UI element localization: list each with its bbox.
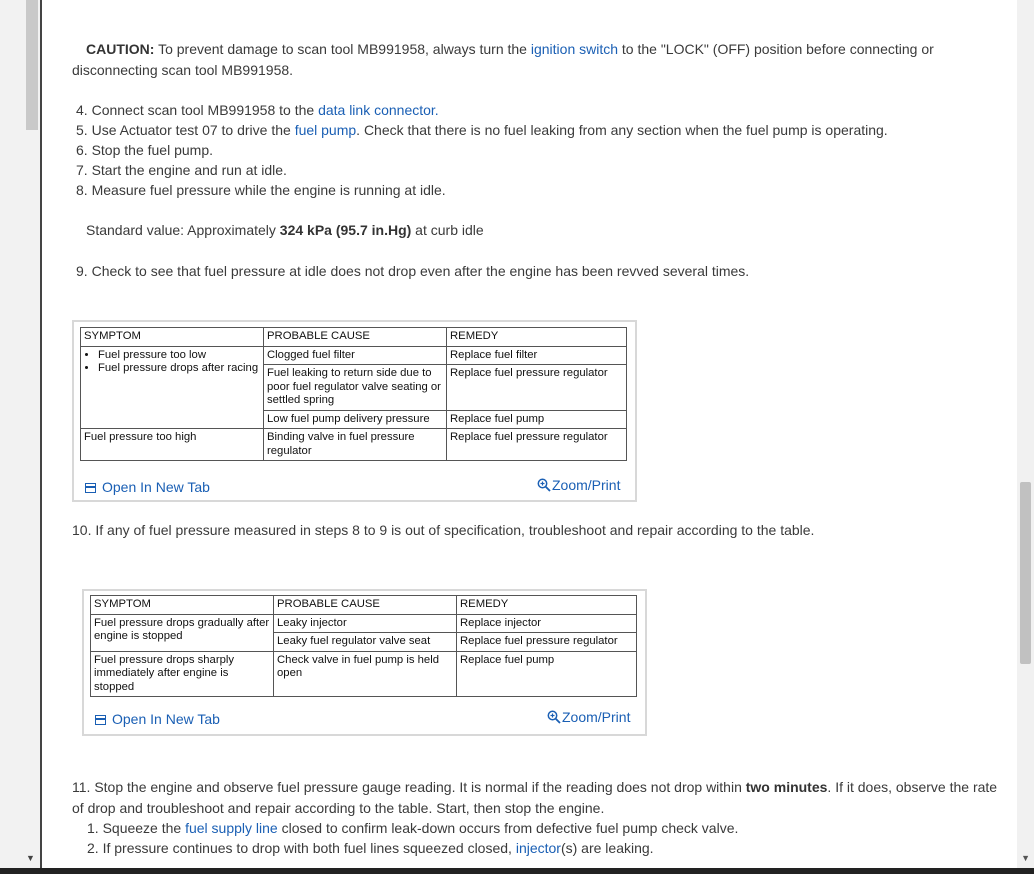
- header-remedy: REMEDY: [457, 596, 637, 615]
- caution-text: To prevent damage to scan tool MB991958, always turn the: [154, 41, 531, 57]
- data-link-connector-link[interactable]: data link connector.: [318, 102, 439, 118]
- open-tab-label: Open In New Tab: [102, 479, 210, 495]
- step-number: 4.: [76, 102, 88, 118]
- standard-prefix: Standard value: Approximately: [86, 222, 280, 238]
- ignition-switch-link[interactable]: ignition switch: [530, 41, 619, 57]
- cause-cell: Leaky fuel regulator valve seat: [274, 633, 457, 652]
- step-text: Connect scan tool MB991958 to the: [91, 102, 319, 118]
- caution-line-2: disconnecting scan tool MB991958.: [72, 62, 294, 78]
- step-text: Squeeze the: [102, 820, 186, 836]
- right-scroll-down-arrow-icon[interactable]: ▼: [1021, 853, 1030, 863]
- open-tab-label: Open In New Tab: [112, 711, 220, 727]
- table-header-row: [91, 596, 637, 615]
- zoom-print-link-1[interactable]: [537, 477, 620, 493]
- remedy-cell: Replace injector: [457, 614, 637, 633]
- cause-cell: Low fuel pump delivery pressure: [264, 410, 447, 429]
- symptom-bullet: • Fuel pressure drops after racing: [98, 362, 260, 376]
- standard-suffix: at curb idle: [411, 222, 484, 238]
- open-new-tab-icon: [85, 483, 96, 493]
- open-in-new-tab-link-1[interactable]: [85, 479, 210, 495]
- step-number: 10.: [72, 522, 92, 538]
- symptom-table-1: [80, 327, 627, 461]
- header-symptom: SYMPTOM: [81, 328, 264, 347]
- symptom-cell: Fuel pressure drops gradually after engine is stopped: [91, 614, 274, 651]
- step-4: [76, 100, 439, 120]
- symptom-table-2: [90, 595, 637, 697]
- step-11: [72, 777, 997, 797]
- remedy-cell: Replace fuel pressure regulator: [447, 365, 627, 411]
- header-remedy: REMEDY: [447, 328, 627, 347]
- caution-label: CAUTION:: [86, 41, 155, 57]
- step-10: [72, 520, 814, 540]
- zoom-icon: [537, 478, 551, 492]
- injector-link[interactable]: injector: [515, 840, 561, 856]
- symptom-cell: Fuel pressure drops sharply immediately after engine is stopped: [91, 651, 274, 697]
- header-symptom: SYMPTOM: [91, 596, 274, 615]
- step-number: 2.: [87, 840, 99, 856]
- step-text: Stop the fuel pump.: [91, 142, 213, 158]
- cause-cell: Clogged fuel filter: [264, 346, 447, 365]
- step-text-after: closed to confirm leak-down occurs from defective fuel pump check valve.: [277, 820, 739, 836]
- zoom-label: Zoom/Print: [562, 709, 631, 725]
- step-8: [76, 180, 446, 200]
- remedy-cell: Replace fuel filter: [447, 346, 627, 365]
- step-number: 7.: [76, 162, 88, 178]
- cause-cell: Check valve in fuel pump is held open: [274, 651, 457, 697]
- zoom-label: Zoom/Print: [552, 477, 621, 493]
- zoom-print-link-2[interactable]: [547, 709, 630, 725]
- step-text-after: . If it does, observe the rate: [827, 779, 998, 795]
- symptom-bullet: • Fuel pressure too low: [98, 349, 260, 363]
- step-number: 11.: [72, 779, 91, 795]
- step-number: 9.: [76, 263, 88, 279]
- cause-cell: Leaky injector: [274, 614, 457, 633]
- table-row: [81, 429, 627, 461]
- step-text: Start the engine and run at idle.: [91, 162, 287, 178]
- step-text: Check to see that fuel pressure at idle does not drop even after the engine has been revved several times.: [91, 263, 750, 279]
- step-7: [76, 160, 287, 180]
- caution-line-1: [86, 39, 934, 59]
- cause-cell: Binding valve in fuel pressure regulator: [264, 429, 447, 461]
- step-text: Stop the engine and observe fuel pressure gauge reading. It is normal if the reading does not drop within: [94, 779, 746, 795]
- step-11-sub-1: [87, 818, 738, 838]
- remedy-cell: Replace fuel pressure regulator: [457, 633, 637, 652]
- step-text-after: (s) are leaking.: [560, 840, 654, 856]
- step-11-line-2: of drop and troubleshoot and repair according to the table. Start, then stop the engine.: [72, 800, 605, 816]
- step-11-sub-2: [87, 838, 654, 858]
- open-new-tab-icon: [95, 715, 106, 725]
- open-in-new-tab-link-2[interactable]: [95, 711, 220, 727]
- left-scroll-down-arrow-icon[interactable]: ▼: [26, 853, 35, 863]
- fuel-pump-link[interactable]: fuel pump: [294, 122, 357, 138]
- step-text: Use Actuator test 07 to drive the: [91, 122, 295, 138]
- symptom-cell: [81, 346, 264, 429]
- table-row: [81, 346, 627, 365]
- standard-value-number: 324 kPa (95.7 in.Hg): [279, 222, 412, 238]
- step-6: [76, 140, 213, 160]
- remedy-cell: Replace fuel pressure regulator: [447, 429, 627, 461]
- step-text: If pressure continues to drop with both fuel lines squeezed closed,: [102, 840, 516, 856]
- cause-cell: Fuel leaking to return side due to poor fuel regulator valve seating or settled spring: [264, 365, 447, 411]
- step-number: 5.: [76, 122, 88, 138]
- step-5: [76, 120, 888, 140]
- table-row: [91, 614, 637, 633]
- step-number: 8.: [76, 182, 88, 198]
- step-number: 6.: [76, 142, 88, 158]
- step-text: Measure fuel pressure while the engine is running at idle.: [91, 182, 446, 198]
- two-minutes-emphasis: two minutes: [745, 779, 828, 795]
- symptom-cell: Fuel pressure too high: [81, 429, 264, 461]
- step-text-after: . Check that there is no fuel leaking from any section when the fuel pump is operating.: [356, 122, 888, 138]
- step-text: If any of fuel pressure measured in steps 8 to 9 is out of specification, troubleshoot and repair according to the table.: [95, 522, 815, 538]
- zoom-icon: [547, 710, 561, 724]
- table-header-row: [81, 328, 627, 347]
- table-row: [91, 651, 637, 697]
- step-9: [76, 261, 749, 281]
- caution-text-after: to the "LOCK" (OFF) position before connecting or: [618, 41, 934, 57]
- step-number: 1.: [87, 820, 99, 836]
- header-probable-cause: PROBABLE CAUSE: [264, 328, 447, 347]
- remedy-cell: Replace fuel pump: [457, 651, 637, 697]
- fuel-supply-line-link[interactable]: fuel supply line: [185, 820, 278, 836]
- right-scrollbar-track[interactable]: [1017, 0, 1034, 868]
- remedy-cell: Replace fuel pump: [447, 410, 627, 429]
- bottom-border: [0, 868, 1034, 874]
- standard-value: [86, 220, 484, 240]
- header-probable-cause: PROBABLE CAUSE: [274, 596, 457, 615]
- right-scrollbar-thumb[interactable]: [1020, 482, 1031, 664]
